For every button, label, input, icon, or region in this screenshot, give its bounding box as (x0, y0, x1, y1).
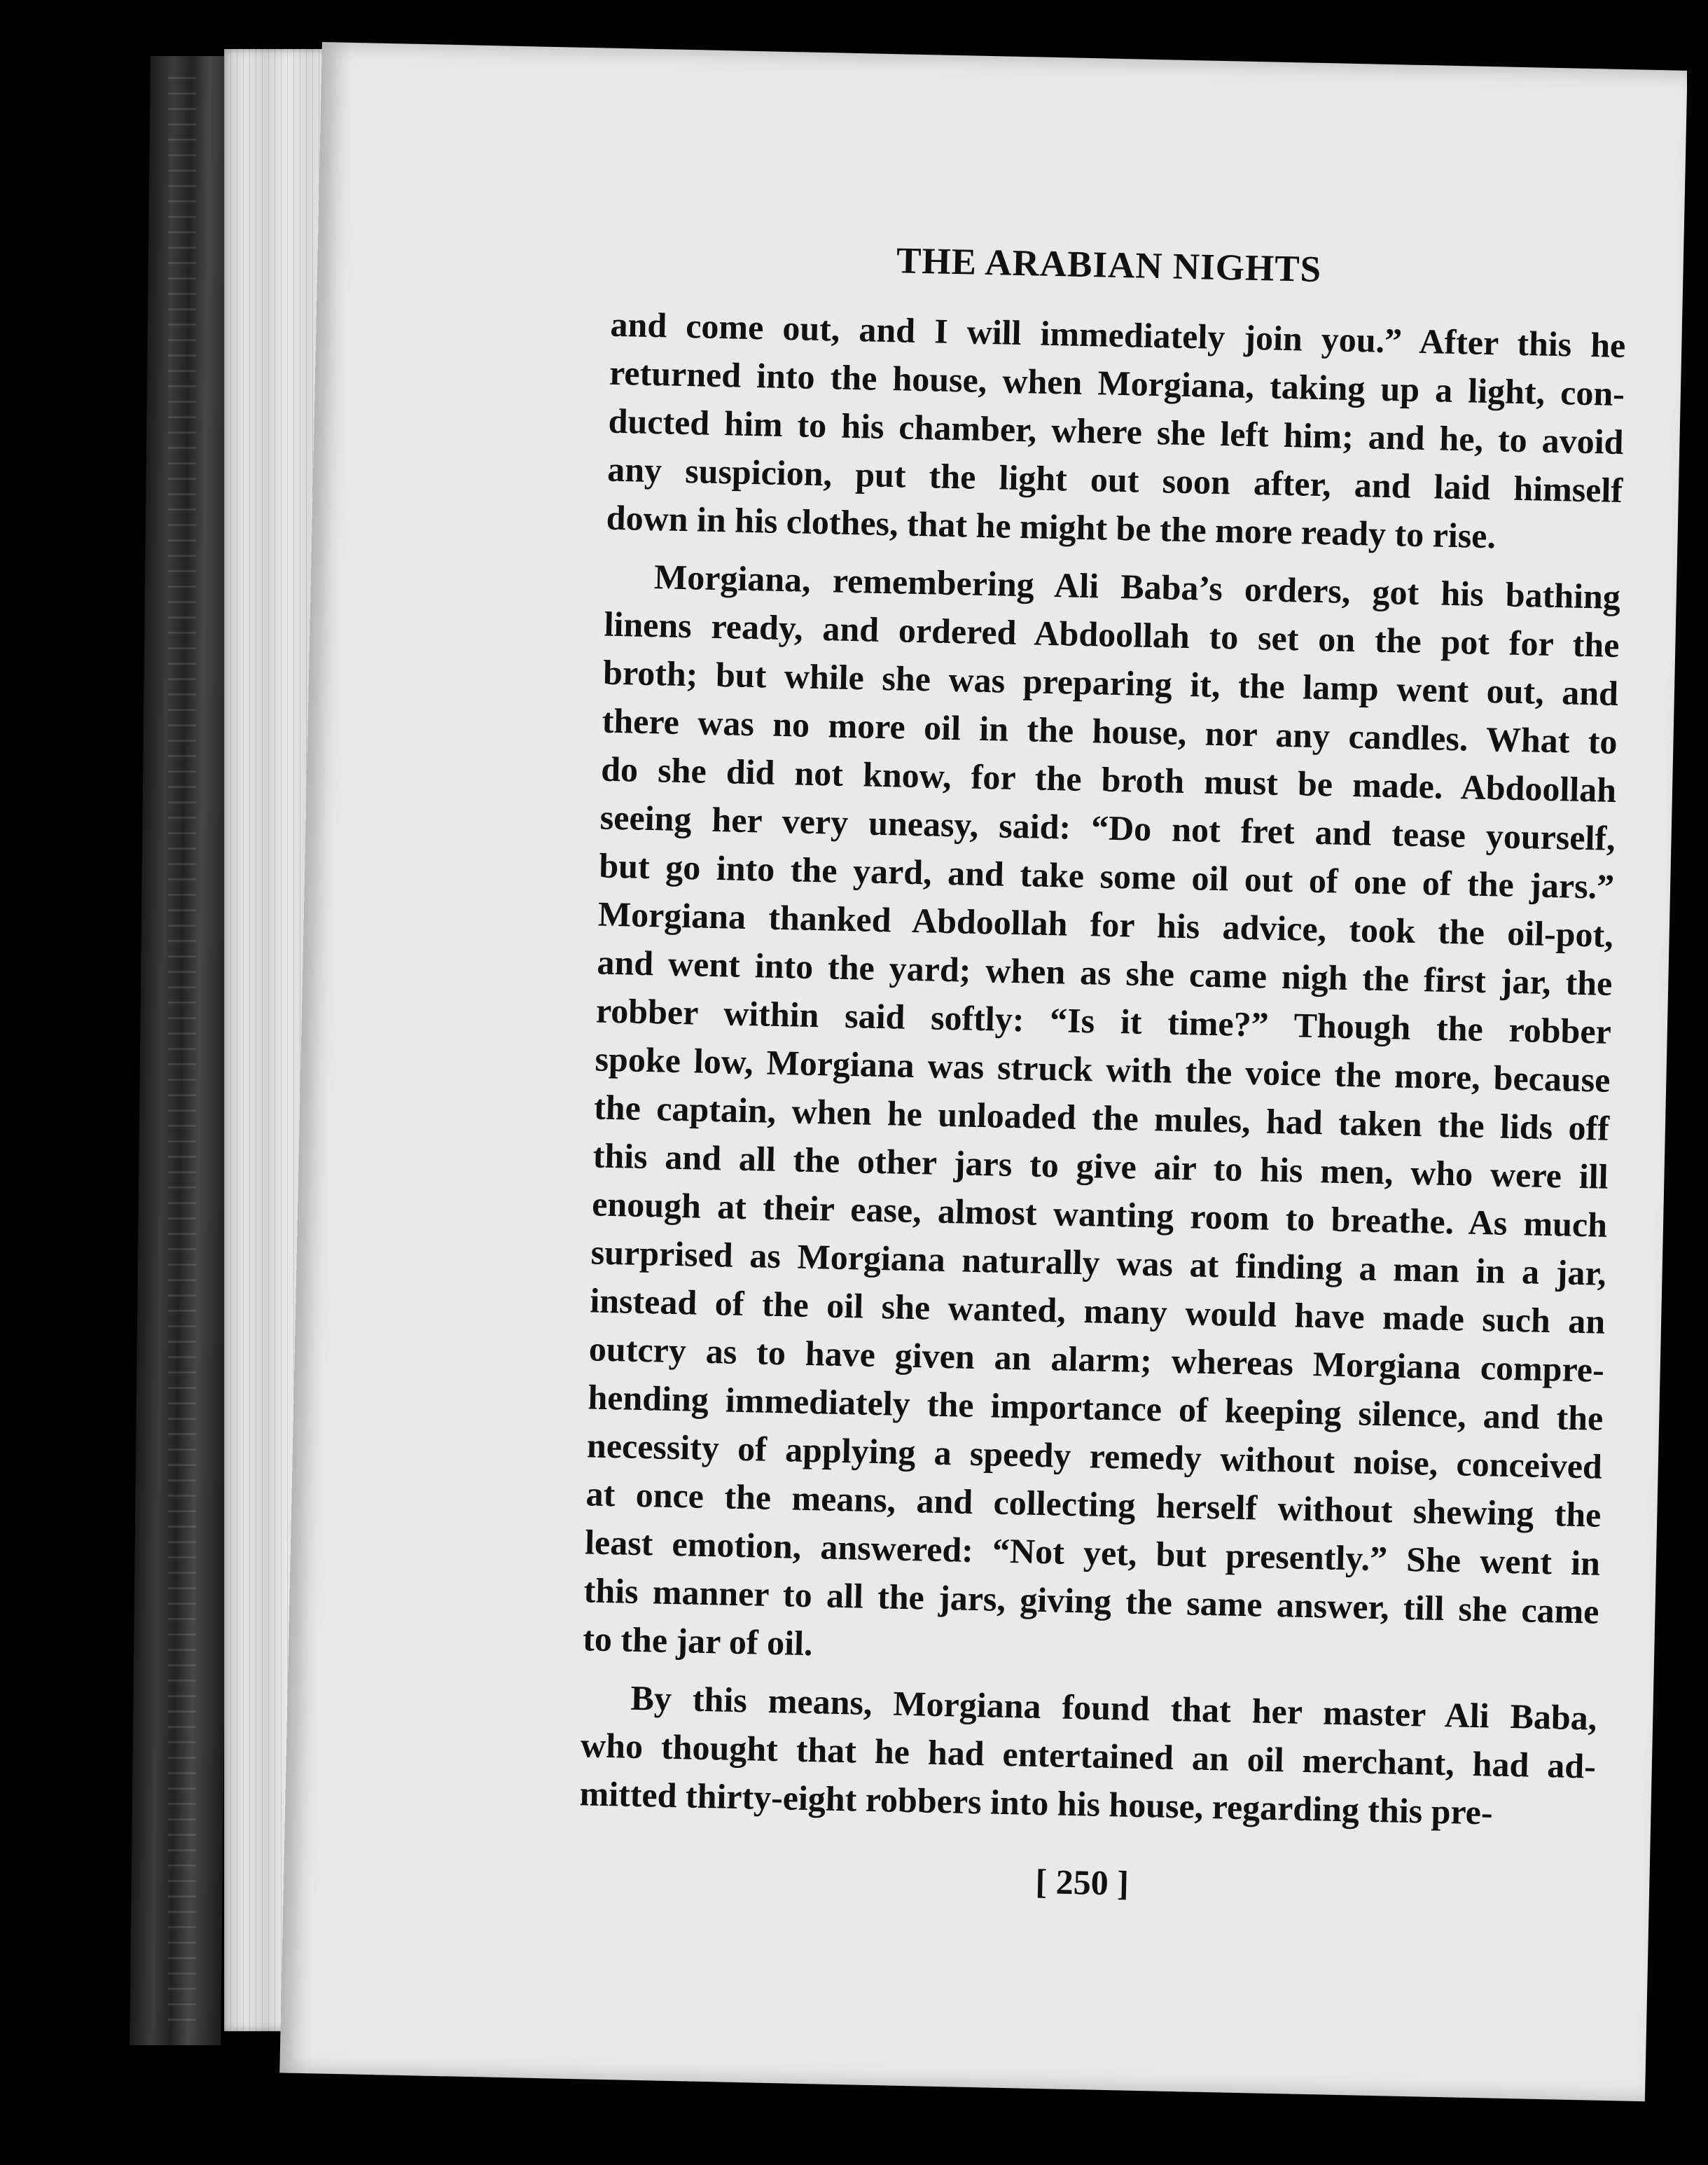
text-line: do she did not know, for the broth must be made. Abdoollah (600, 749, 1617, 810)
text-line: at once the means, and collecting herself without shewing the (585, 1474, 1602, 1535)
text-line: this manner to all the jars, giving the same answer, till she came (583, 1570, 1600, 1631)
text-line: and went into the yard; when as she came nigh the first jar, the (596, 942, 1613, 1003)
text-line: least emotion, answered: “Not yet, but presently.” She went in (584, 1522, 1601, 1583)
paragraph (579, 1673, 1597, 1839)
text-line: seeing her very uneasy, said: “Do not fret and tease yourself, (599, 797, 1616, 858)
running-head: THE ARABIAN NIGHTS (896, 240, 1322, 290)
text-line: there was no more oil in the house, nor any candles. What to (602, 700, 1618, 761)
text-line: who thought that he had entertained an oil merchant, had ad- (580, 1725, 1597, 1786)
text-line: spoke low, Morgiana was struck with the voice the more, because (595, 1039, 1611, 1100)
book-page (279, 42, 1687, 2101)
text-line: ducted him to his chamber, where she left him; and he, to avoid (608, 401, 1625, 462)
page-number: [ 250 ] (1034, 1861, 1130, 1903)
text-line: By this means, Morgiana found that her master Ali Baba, (630, 1678, 1597, 1738)
text-line: mitted thirty-eight robbers into his house, regarding this pre- (579, 1773, 1494, 1832)
text-line: instead of the oil she wanted, many would have made such an (589, 1280, 1606, 1341)
text-line: Morgiana thanked Abdoollah for his advice, took the oil-pot, (597, 894, 1614, 955)
text-line: broth; but while she was preparing it, the lamp went out, and (602, 652, 1619, 713)
text-line: returned into the house, when Morgiana, taking up a light, con- (609, 352, 1625, 414)
text-line: and come out, and I will immediately join you.” After this he (610, 304, 1626, 366)
text-line: robber within said softly: “Is it time?” Though the robber (595, 990, 1612, 1051)
text-line: surprised as Morgiana naturally was at finding a man in a jar, (590, 1232, 1607, 1293)
text-line: Morgiana, remembering Ali Baba’s orders, got his bathing (653, 557, 1621, 616)
scan-border (1687, 0, 1708, 2165)
paragraph (583, 552, 1621, 1685)
text-line: hending immediately the importance of keeping silence, and the (587, 1377, 1604, 1438)
text-line: the captain, when he unloaded the mules, had taken the lids off (593, 1087, 1610, 1148)
text-line: but go into the yard, and take some oil out of one of the jars.” (598, 845, 1615, 906)
body-text (579, 300, 1626, 1839)
text-line: necessity of applying a speedy remedy without noise, conceived (586, 1425, 1603, 1486)
spine-texture (168, 77, 196, 2024)
text-line: down in his clothes, that he might be the more ready to rise. (606, 497, 1497, 556)
text-line: any suspicion, put the light out soon after, and laid himself (606, 449, 1623, 511)
text-line: outcry as to have given an alarm; whereas Morgiana compre- (588, 1329, 1605, 1390)
text-line: linens ready, and ordered Abdoollah to set on the pot for the (604, 604, 1620, 665)
text-line: this and all the other jars to give air to his men, who were ill (592, 1135, 1609, 1196)
text-line: enough at their ease, almost wanting room to breathe. As much (591, 1184, 1608, 1245)
text-line: to the jar of oil. (582, 1619, 814, 1663)
paragraph (606, 300, 1626, 563)
